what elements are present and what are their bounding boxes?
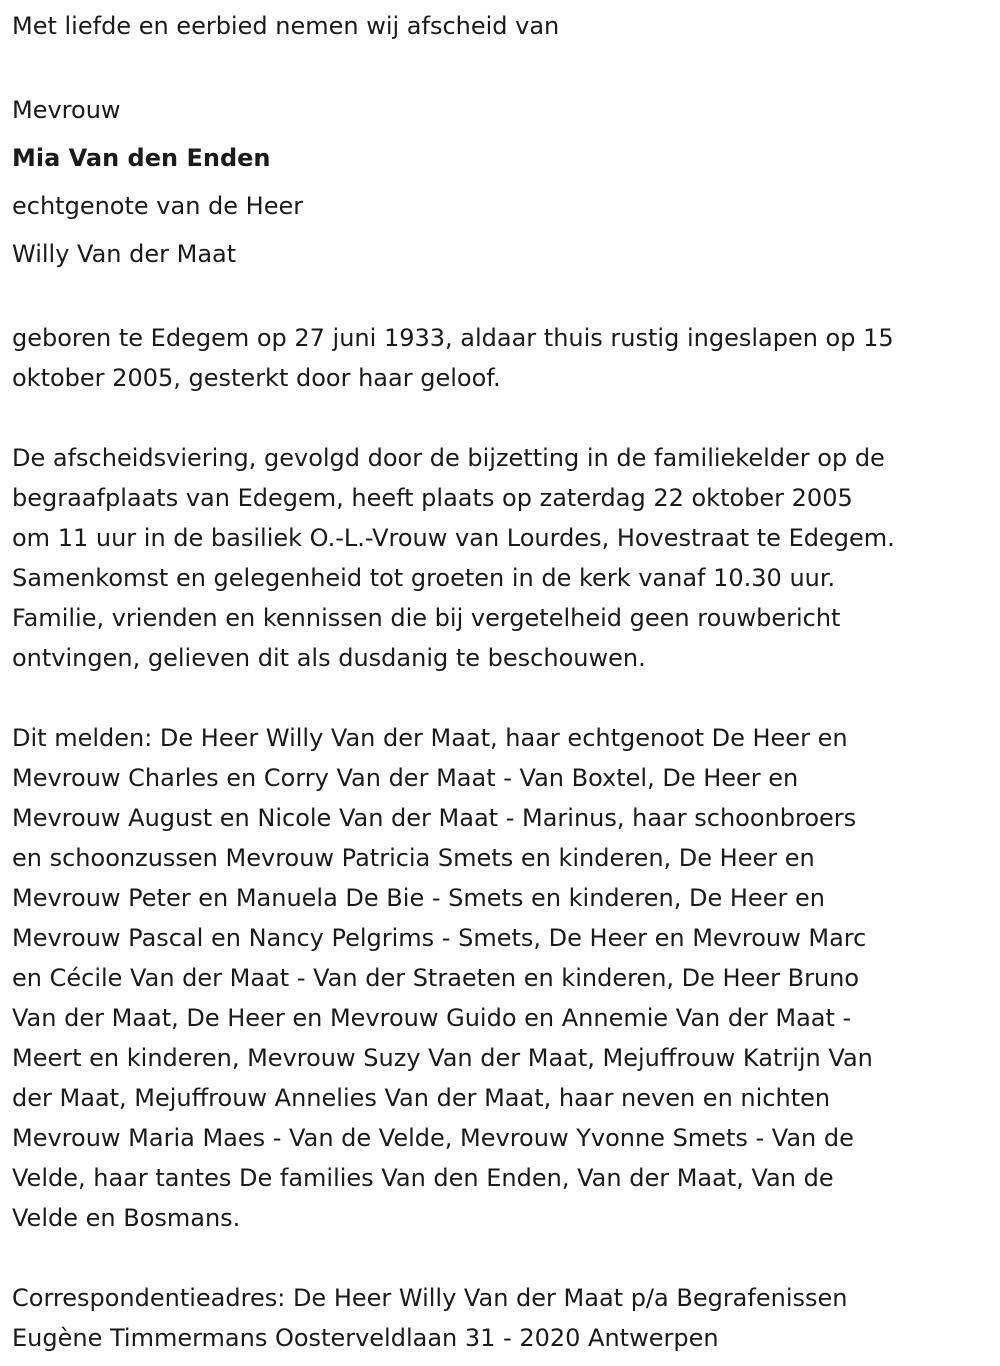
paragraph-line: Mevrouw Maria Maes - Van de Velde, Mevrouw Yvonne Smets - Van de <box>12 1124 854 1152</box>
deceased-name: Mia Van den Enden <box>12 144 271 172</box>
paragraph-line: der Maat, Mejuffrouw Annelies Van der Maat, haar neven en nichten <box>12 1084 831 1112</box>
deceased-block <box>12 86 988 278</box>
paragraph-line: Eugène Timmermans Oosterveldlaan 31 - 2020 Antwerpen <box>12 1324 719 1352</box>
spacer <box>12 678 988 718</box>
paragraph-line: Samenkomst en gelegenheid tot groeten in de kerk vanaf 10.30 uur. <box>12 564 836 592</box>
paragraph-line: Velde en Bosmans. <box>12 1204 241 1232</box>
paragraph-line: en schoonzussen Mevrouw Patricia Smets en kinderen, De Heer en <box>12 844 815 872</box>
paragraph-line: Dit melden: De Heer Willy Van der Maat, haar echtgenoot De Heer en <box>12 724 848 752</box>
relation-text: echtgenote van de Heer <box>12 192 304 220</box>
paragraph-line: ontvingen, gelieven dit als dusdanig te beschouwen. <box>12 644 646 672</box>
paragraph-line: oktober 2005, gesterkt door haar geloof. <box>12 364 501 392</box>
spacer <box>12 278 988 318</box>
paragraph-line: Meert en kinderen, Mevrouw Suzy Van der Maat, Mejuffrouw Katrijn Van <box>12 1044 873 1072</box>
paragraph-line: Velde, haar tantes De families Van den Enden, Van der Maat, Van de <box>12 1164 834 1192</box>
paragraph-line: om 11 uur in de basiliek O.-L.-Vrouw van Lourdes, Hovestraat te Edegem. <box>12 524 895 552</box>
paragraph-line: en Cécile Van der Maat - Van der Straeten en kinderen, De Heer Bruno <box>12 964 860 992</box>
spacer <box>12 398 988 438</box>
spacer <box>12 46 988 86</box>
family-paragraph <box>12 718 988 1238</box>
correspondence-paragraph <box>12 1278 988 1358</box>
birth-paragraph <box>12 318 988 398</box>
paragraph-line: Familie, vrienden en kennissen die bij vergetelheid geen rouwbericht <box>12 604 841 632</box>
title-text: Mevrouw <box>12 96 121 124</box>
paragraph-line: De afscheidsviering, gevolgd door de bijzetting in de familiekelder op de <box>12 444 885 472</box>
intro-text: Met liefde en eerbied nemen wij afscheid van <box>12 12 560 40</box>
paragraph-line: Mevrouw Peter en Manuela De Bie - Smets en kinderen, De Heer en <box>12 884 825 912</box>
spacer <box>12 1238 988 1278</box>
paragraph-line: Mevrouw Charles en Corry Van der Maat - Van Boxtel, De Heer en <box>12 764 799 792</box>
paragraph-line: Mevrouw Pascal en Nancy Pelgrims - Smets, De Heer en Mevrouw Marc <box>12 924 867 952</box>
ceremony-paragraph <box>12 438 988 678</box>
spouse-name: Willy Van der Maat <box>12 240 237 268</box>
paragraph-line: Correspondentieadres: De Heer Willy Van der Maat p/a Begrafenissen <box>12 1284 848 1312</box>
paragraph-line: Van der Maat, De Heer en Mevrouw Guido en Annemie Van der Maat - <box>12 1004 852 1032</box>
paragraph-line: geboren te Edegem op 27 juni 1933, aldaar thuis rustig ingeslapen op 15 <box>12 324 894 352</box>
paragraph-line: begraafplaats van Edegem, heeft plaats op zaterdag 22 oktober 2005 <box>12 484 853 512</box>
paragraph-line: Mevrouw August en Nicole Van der Maat - Marinus, haar schoonbroers <box>12 804 857 832</box>
